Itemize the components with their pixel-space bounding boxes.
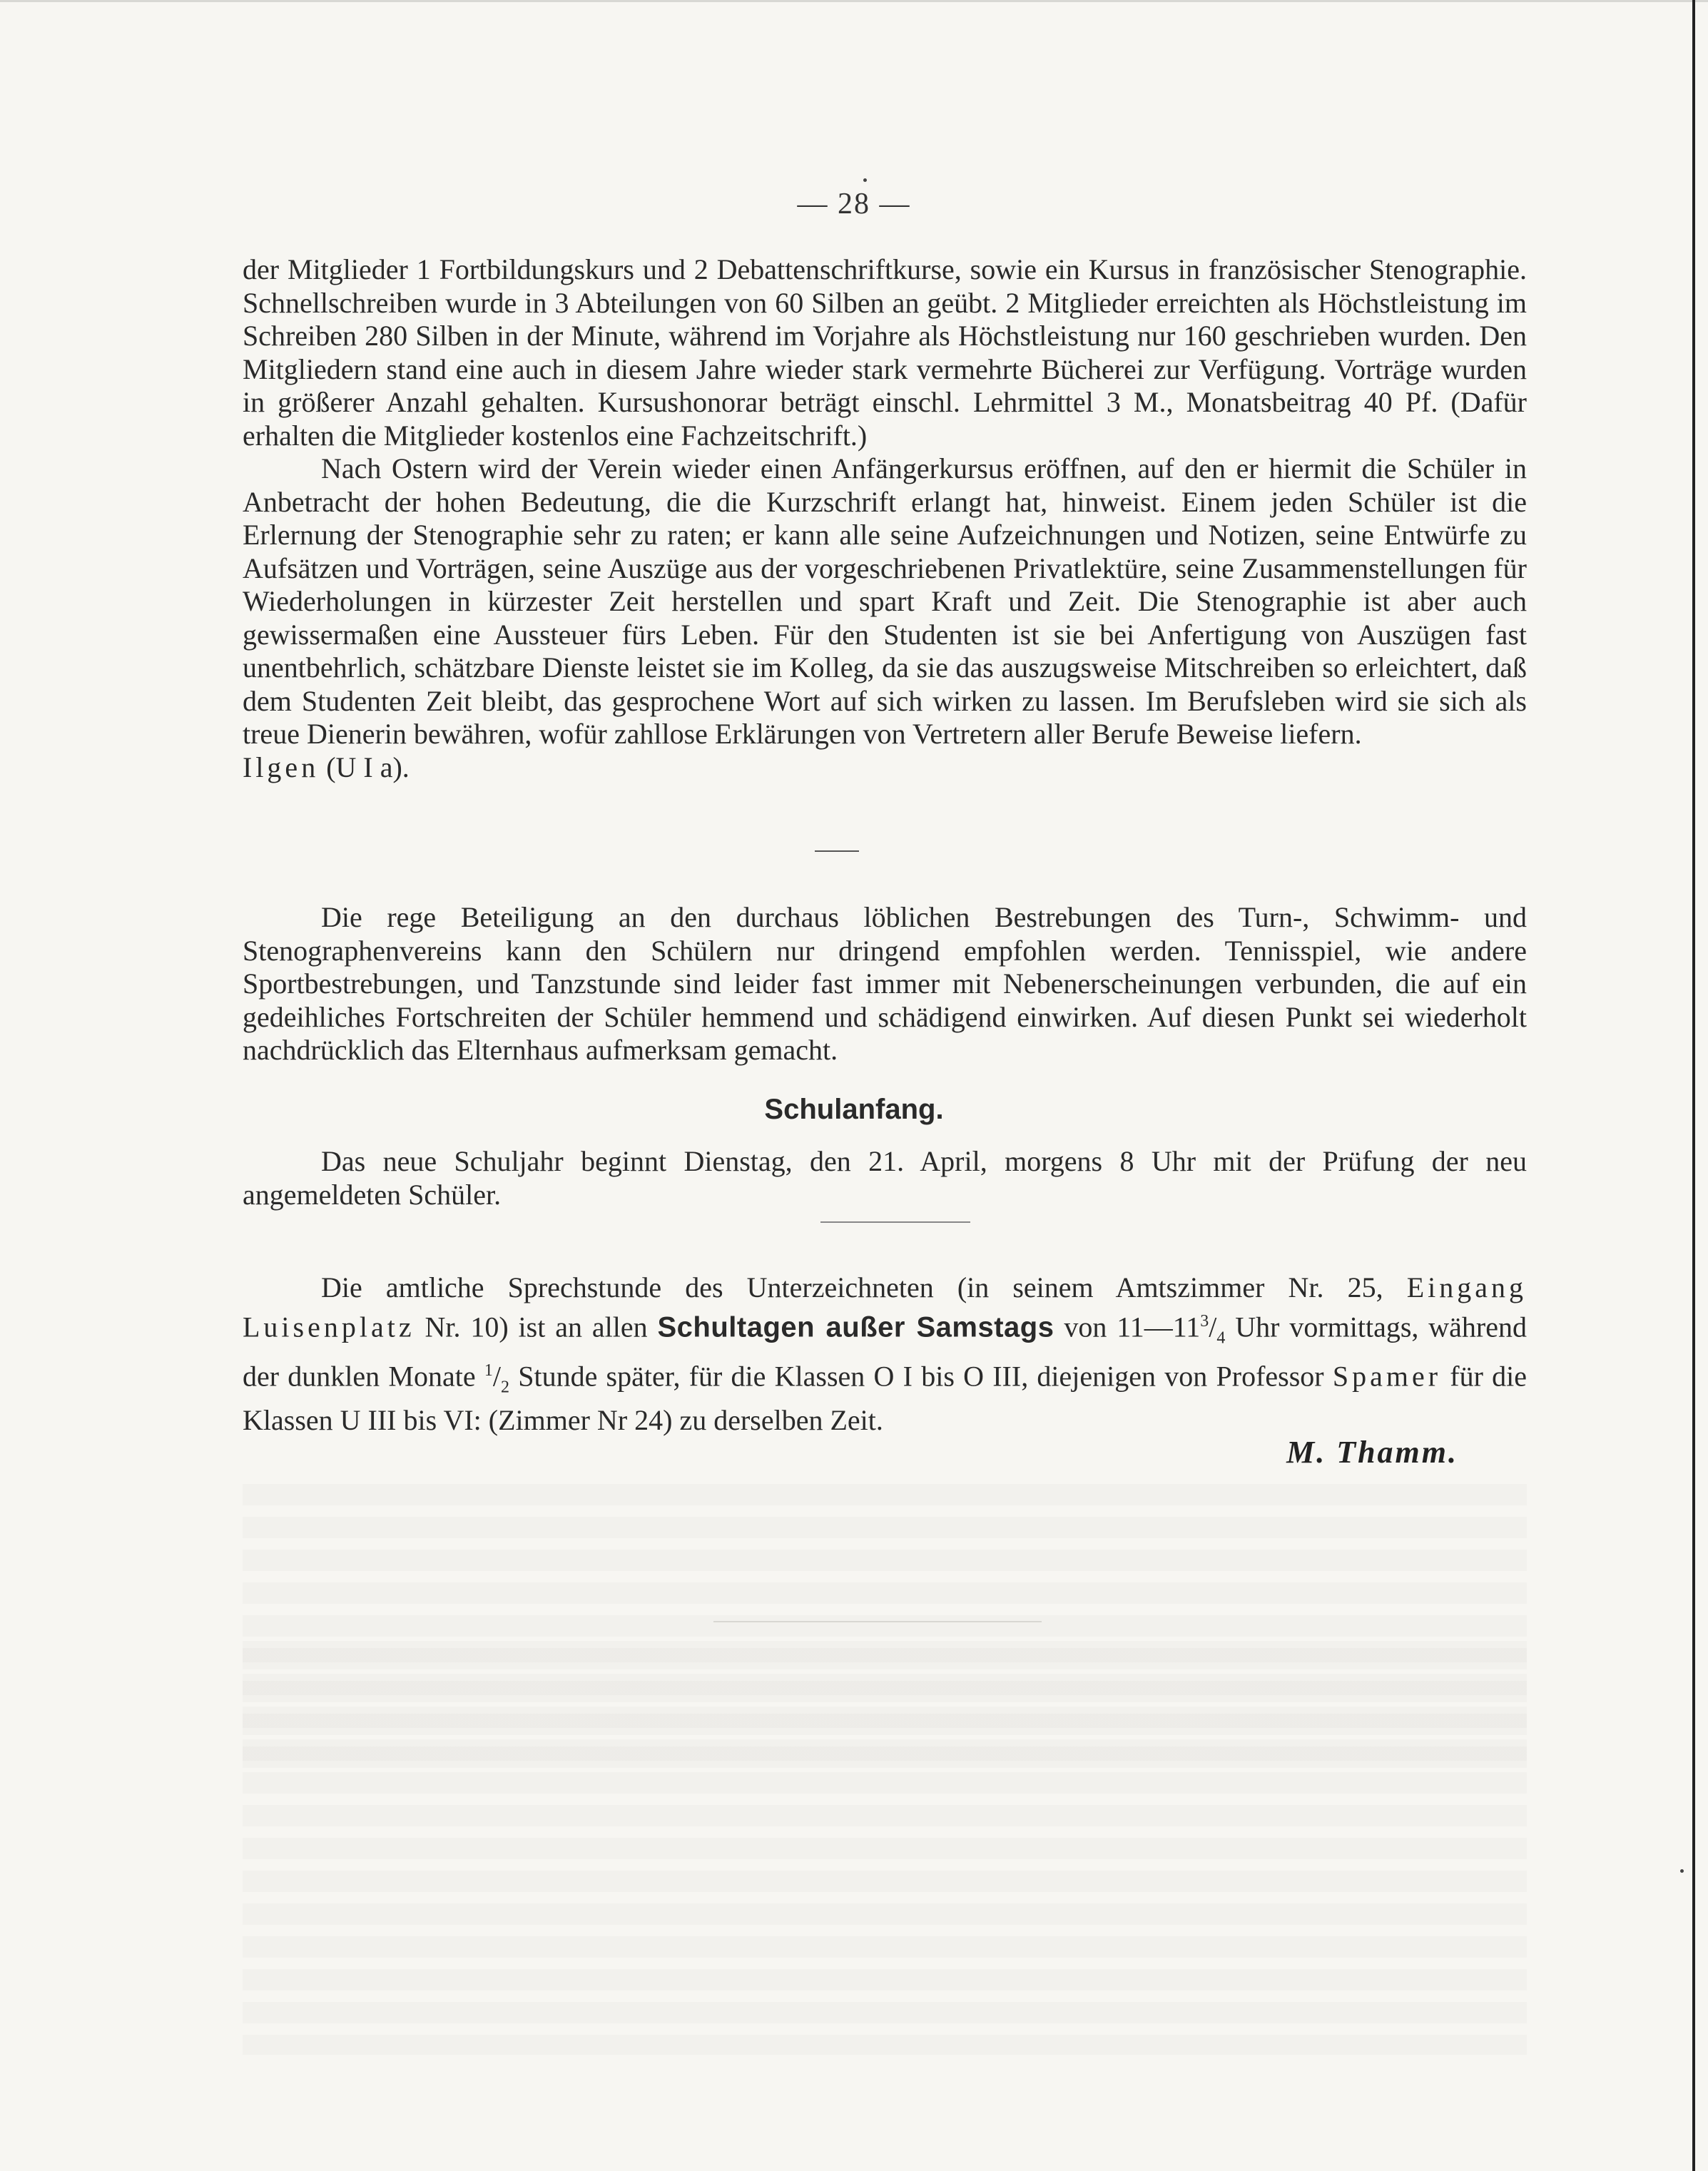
eingang-text: Eingang Luisenplatz — [243, 1271, 1527, 1343]
sprechstunde-paragraph: Die amtliche Sprechstunde des Unterzeichneten (in seinem Amtszimmer Nr. 25, Eingang Luisenplatz Nr. 10) ist an allen Schultagen außer Samstags von $11—11^3/_4$ Uhr vormittags, während der dunklen Monate $^1/_2$ Stunde später, für die Klassen O I bis O III, diejenigen von Professor Spamer für die Klassen U III bis VI: (Zimmer Nr 24) zu derselben Zeit. — [243, 1271, 1527, 1437]
sports-paragraph: Die rege Beteiligung an den durchaus löblichen Bestrebungen des Turn-, Schwimm- und Stenographenvereins kann den Schülern nur dringend empfohlen werden. Tennisspiel, wie andere Sportbestrebungen, und Tanzstunde sind leider fast immer mit Nebenerscheinungen verbunden, die auf ein gedeihliches Fortschreiten der Schüler hemmend und schädigend einwirken. Auf diesen Punkt sei wiederholt nachdrücklich das Elternhaus aufmerksam gemacht. — [243, 901, 1527, 1066]
ink-speck — [863, 178, 867, 182]
steno-section — [243, 253, 1527, 784]
sprechstunde-section — [243, 1271, 1527, 1438]
spamer-name: Spamer — [1332, 1360, 1442, 1393]
sprechstunde-text-5: Stunde später, für die Klassen O I bis O III, diejenigen von Professor — [518, 1360, 1324, 1393]
bleed-through-texture-lower — [243, 1641, 1527, 2055]
sprechstunde-text-4: Uhr vormittags, während der dunklen Monate — [243, 1310, 1527, 1393]
fraction-denominator: 4 — [1216, 1328, 1226, 1347]
schulanfang-section — [243, 1145, 1527, 1211]
ink-speck — [1680, 1869, 1684, 1873]
sprechstunde-text-6: für die Klassen U III bis VI: (Zimmer Nr 24) zu derselben Zeit. — [243, 1360, 1527, 1437]
steno-signature — [243, 751, 1527, 785]
half-denominator: 2 — [500, 1378, 509, 1397]
steno-paragraph-2: Nach Ostern wird der Verein wieder einen Anfängerkursus eröffnen, auf den er hiermit die Schüler in Anbetracht der hohen Bedeutung, die die Kurzschrift erlangt hat, hinweist. Einem jeden Schüler ist die Erlernung der Stenographie sehr zu raten; er kann alle seine Aufzeichnungen und Notizen, seine Entwürfe zu Aufsätzen und Vorträgen, seine Auszüge aus der vorgeschriebenen Privatlektüre, seine Zusammenstellungen für Wiederholungen in kürzester Zeit herstellen und spart Kraft und Zeit. Die Stenographie ist aber auch gewissermaßen eine Aussteuer fürs Leben. Für den Studenten ist sie bei Anfertigung von Auszügen fast unentbehrlich, schätzbare Dienste leistet sie im Kolleg, da sie das auszugsweise Mitschreiben so erleichtert, daß dem Studenten Zeit bleibt, das gesprochene Wort auf sich wirken zu lassen. Im Berufsleben wird sie sich als treue Dienerin bewähren, wofür zahllose Erklärungen von Vertretern aller Berufe Beweise liefern. — [243, 452, 1527, 750]
signature-class: (U I a). — [326, 751, 410, 783]
closing-signature: M. Thamm. — [1286, 1435, 1458, 1470]
sprechstunde-text-3: von 11—11 — [1064, 1310, 1201, 1343]
signature-name: Ilgen — [243, 751, 320, 783]
bleed-through-rule — [713, 1621, 1042, 1622]
scan-right-edge — [1692, 0, 1695, 2171]
section-divider — [820, 1221, 970, 1223]
fraction-numerator: 3 — [1200, 1311, 1209, 1331]
page-number: — 28 — — [797, 188, 911, 220]
section-divider-short — [815, 850, 859, 852]
bold-schultage-phrase: Schultagen außer Samstags — [657, 1311, 1054, 1343]
scan-top-edge — [0, 0, 1708, 2]
half-numerator: 1 — [484, 1361, 493, 1381]
sprechstunde-text-1: Die amtliche Sprechstunde des Unterzeichneten (in seinem Amtszimmer Nr. 25, — [321, 1271, 1383, 1303]
schulanfang-paragraph: Das neue Schuljahr beginnt Dienstag, den 21. April, morgens 8 Uhr mit der Prüfung der neu angemeldeten Schüler. — [243, 1145, 1527, 1211]
schulanfang-heading: Schulanfang. — [764, 1094, 944, 1125]
sports-section — [243, 901, 1527, 1067]
sprechstunde-text-2: Nr. 10) ist an allen — [425, 1310, 648, 1343]
steno-continuation-paragraph: der Mitglieder 1 Fortbildungskurs und 2 Debattenschriftkurse, sowie ein Kursus in französischer Stenographie. Schnellschreiben wurde in 3 Abteilungen von 60 Silben an geübt. 2 Mitglieder erreichten als Höchstleistung im Schreiben 280 Silben in der Minute, während im Vorjahre als Höchstleistung nur 160 geschrieben wurden. Den Mitgliedern stand eine auch in diesem Jahre wieder stark vermehrte Bücherei zur Verfügung. Vorträge wurden in größerer Anzahl gehalten. Kursushonorar beträgt einschl. Lehrmittel 3 M., Monatsbeitrag 40 Pf. (Dafür erhalten die Mitglieder kostenlos eine Fachzeitschrift.) — [243, 253, 1527, 452]
